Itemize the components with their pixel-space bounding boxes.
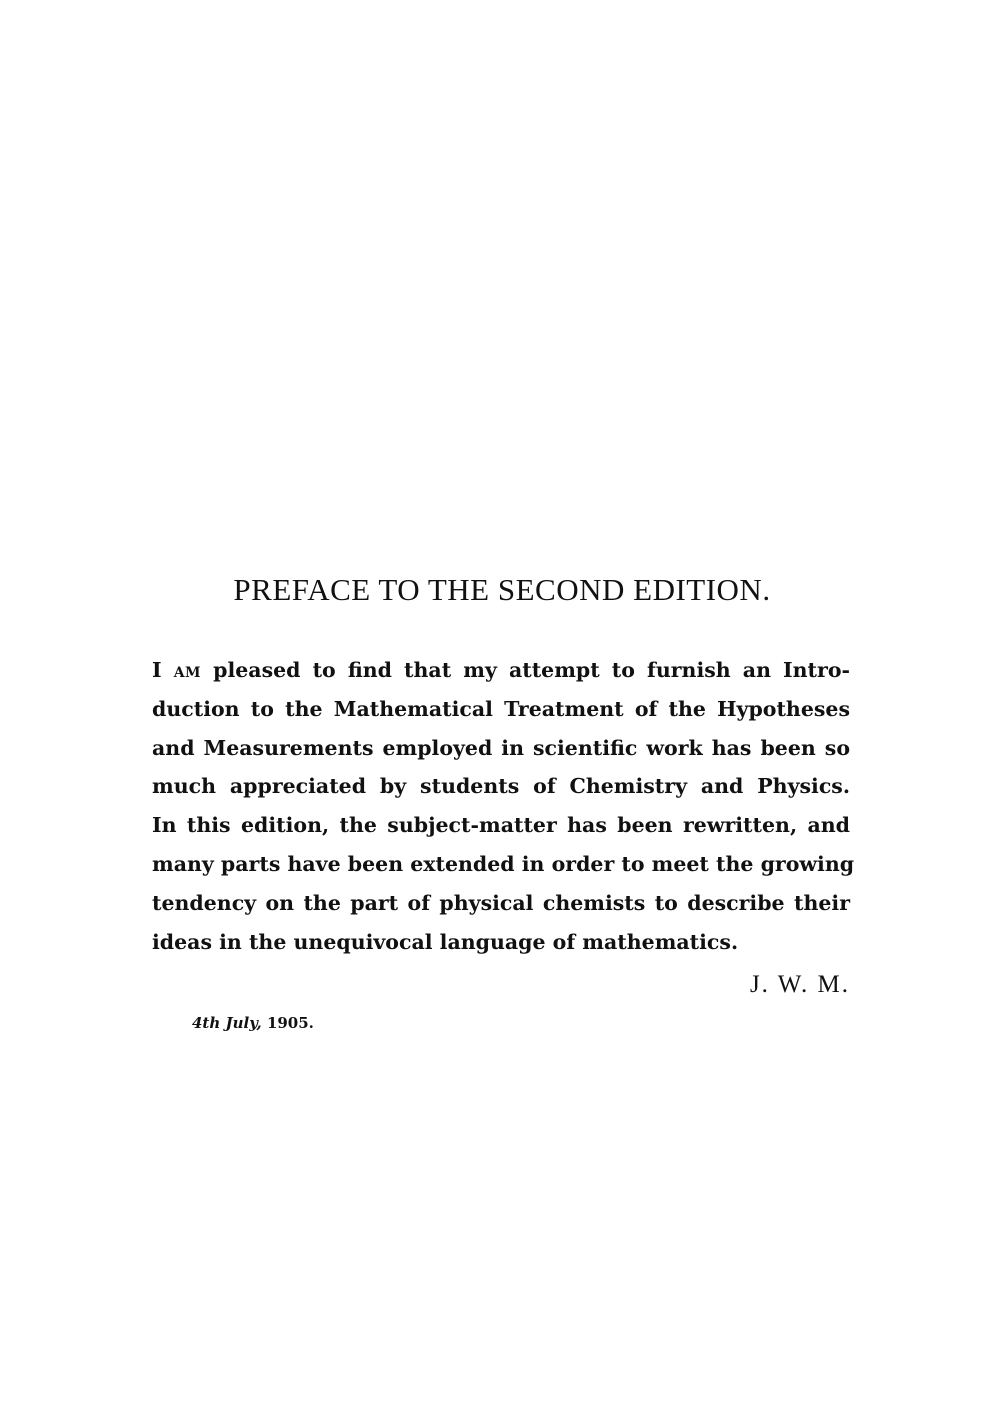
line-text: pleased to find that my attempt to furnish an Intro- xyxy=(213,658,851,682)
page-title: PREFACE TO THE SECOND EDITION. xyxy=(233,572,771,607)
text-line-6: many parts have been extended in order to meet the growing xyxy=(152,851,855,876)
text-line-2: duction to the Mathematical Treatment of the Hypotheses xyxy=(152,696,850,721)
text-line-4: much appreciated by students of Chemistry and Physics. xyxy=(152,774,850,799)
text-line-8: ideas in the unequivocal language of mathematics. xyxy=(152,929,739,954)
text-line-5: In this edition, the subject-matter has been rewritten, and xyxy=(152,813,850,838)
initial-letter: I xyxy=(152,658,162,682)
preface-date xyxy=(192,1014,314,1032)
date-day-month: 4th July, xyxy=(192,1014,262,1032)
small-caps-word: AM xyxy=(173,665,202,681)
date-year: 1905. xyxy=(266,1014,314,1032)
author-initials: J. W. M. xyxy=(749,971,850,998)
preface-paragraph xyxy=(152,651,855,961)
text-line-3: and Measurements employed in scientific work has been so xyxy=(152,735,850,760)
text-line-7: tendency on the part of physical chemists to describe their xyxy=(152,890,850,915)
text-line-1 xyxy=(152,651,850,690)
